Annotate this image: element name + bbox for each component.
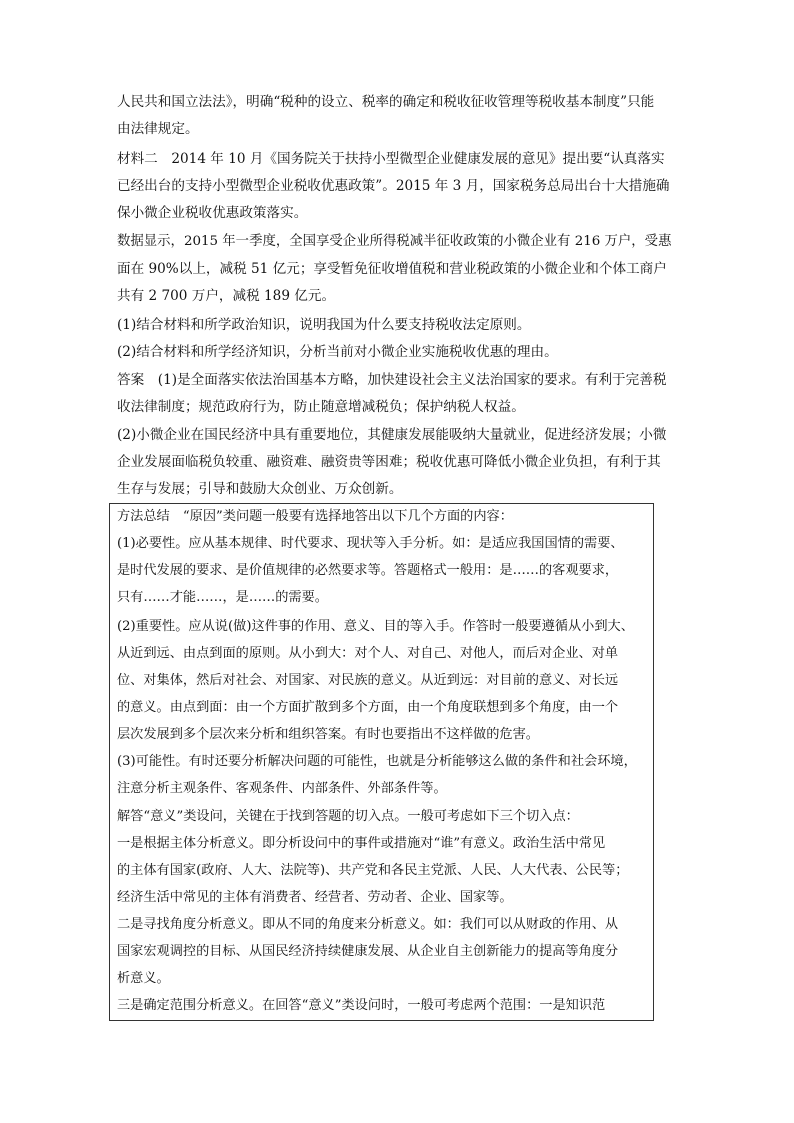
text-line: 由法律规定。 — [117, 121, 199, 137]
answer-line: 企业发展面临税负较重、融资难、融资贵等困难；税收优惠可降低小微企业负担，有利于其 — [117, 454, 661, 470]
box-line: 层次发展到多个层次来分析和组织答案。有时也要指出不这样做的危害。 — [117, 727, 539, 742]
box-line: (2)重要性。应从说(做)这件事的作用、意义、目的等入手。作答时一般要遵循从小到大、 — [117, 619, 634, 634]
box-line: 国家宏观调控的目标、从国民经济持续健康发展、从企业自主创新能力的提高等角度分 — [117, 944, 619, 959]
box-line: 解答“意义”类设问，关键在于找到答题的切入点。一般可考虑如下三个切入点： — [117, 809, 579, 824]
box-line: 三是确定范围分析意义。在回答“意义”类设问时，一般可考虑两个范围：一是知识范 — [117, 998, 606, 1013]
method-summary-box — [109, 503, 654, 1021]
text-line: 人民共和国立法法》，明确“税种的设立、税率的确定和税收征收管理等税收基本制度”只能 — [117, 94, 655, 110]
answer-line: (2)小微企业在国民经济中具有重要地位，其健康发展能吸纳大量就业，促进经济发展；小微 — [117, 427, 667, 443]
text-line: 数据显示，2015 年一季度，全国享受企业所得税减半征收政策的小微企业有 216 万户，受惠 — [117, 234, 672, 249]
box-line: 从近到远、由点到面的原则。从小到大：对个人、对自己、对他人，而后对企业、对单 — [117, 646, 619, 661]
box-line: 是时代发展的要求、是价值规律的必然要求等。答题格式一般用：是……的客观要求， — [117, 563, 619, 578]
box-line: 只有……才能……，是……的需要。 — [117, 590, 328, 605]
box-line: (3)可能性。有时还要分析解决问题的可能性，也就是分析能够这么做的条件和社会环境， — [117, 754, 637, 769]
box-line: 位、对集体，然后对社会、对国家、对民族的意义。从近到远：对目前的意义、对长远 — [117, 673, 619, 688]
answer-line: 生存与发展；引导和鼓励大众创业、万众创新。 — [117, 481, 403, 497]
text-line: 材料二 2014 年 10 月《国务院关于扶持小型微型企业健康发展的意见》提出要“认真落实 — [117, 151, 665, 167]
text-line: 面在 90%以上，减税 51 亿元；享受暂免征收增值税和营业税政策的小微企业和个体工商户 — [117, 261, 667, 277]
answer-line: 答案 (1)是全面落实依法治国基本方略，加快建设社会主义法治国家的要求。有利于完善税 — [117, 372, 667, 388]
text-line: 保小微企业税收优惠政策落实。 — [117, 205, 308, 221]
box-line: 一是根据主体分析意义。即分析设问中的事件或措施对“谁”有意义。政治生活中常见 — [117, 836, 606, 851]
box-line: 的意义。由点到面：由一个方面扩散到多个方面，由一个角度联想到多个角度，由一个 — [117, 700, 619, 715]
question-1: (1)结合材料和所学政治知识，说明我国为什么要支持税收法定原则。 — [117, 317, 531, 333]
box-line: 经济生活中常见的主体有消费者、经营者、劳动者、企业、国家等。 — [117, 890, 513, 905]
method-summary-title: 方法总结 “原因”类问题一般要有选择地答出以下几个方面的内容： — [117, 509, 513, 524]
box-line: 的主体有国家(政府、人大、法院等)、共产党和各民主党派、人民、人大代表、公民等； — [117, 863, 629, 878]
question-2: (2)结合材料和所学经济知识，分析当前对小微企业实施税收优惠的理由。 — [117, 344, 558, 360]
box-line: 析意义。 — [117, 971, 170, 986]
text-line: 共有 2 700 万户，减税 189 亿元。 — [117, 288, 336, 304]
box-line: 注意分析主观条件、客观条件、内部条件、外部条件等。 — [117, 781, 447, 796]
box-line: 二是寻找角度分析意义。即从不同的角度来分析意义。如：我们可以从财政的作用、从 — [117, 917, 619, 932]
box-line: (1)必要性。应从基本规律、时代要求、现状等入手分析。如：是适应我国国情的需要、 — [117, 536, 624, 551]
text-line: 已经出台的支持小型微型企业税收优惠政策”。2015 年 3 月，国家税务总局出台十大措施确 — [117, 178, 670, 194]
answer-line: 收法律制度；规范政府行为，防止随意增减税负；保护纳税人权益。 — [117, 399, 525, 415]
